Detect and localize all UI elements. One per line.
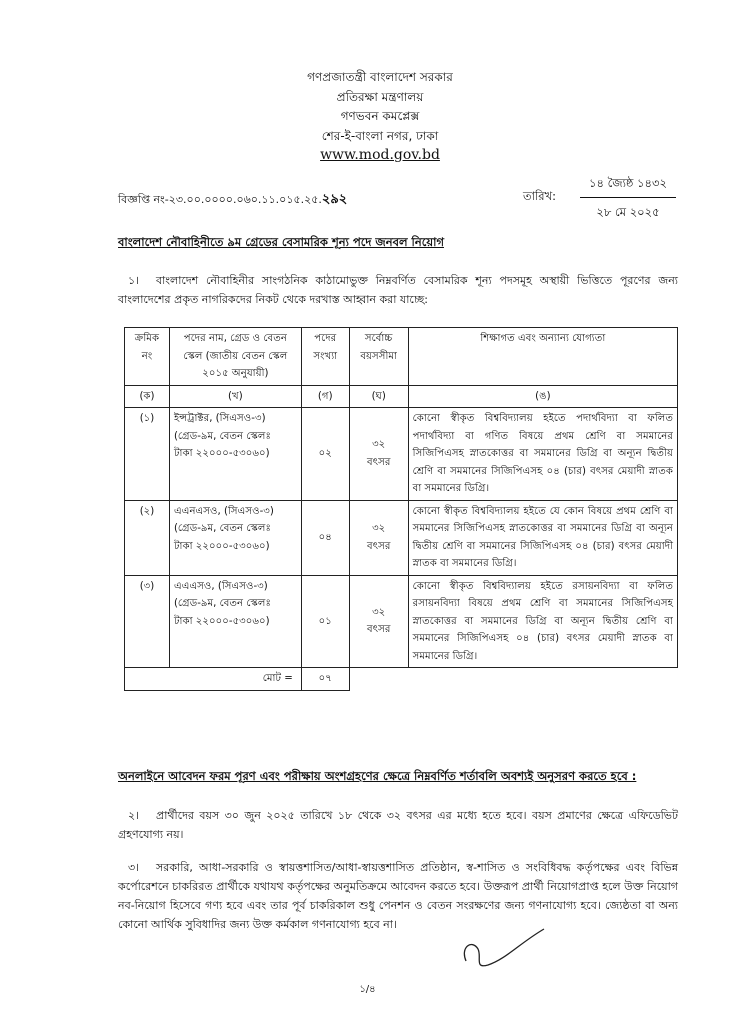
row-count: ০১ [301,575,349,668]
memo-prefix: বিজ্ঞপ্তি নং-২৩.০০.০০০০.০৬০.১১.০১৫.২৫. [118,193,322,206]
age-value: ৩২ [372,523,386,534]
row-serial: (২) [125,500,170,575]
table-row [125,408,678,501]
government-name: গণপ্রজাতন্ত্রী বাংলাদেশ সরকার [307,70,453,84]
age-unit: বৎসর [366,540,391,552]
post-grade: (গ্রেড-৯ম, বেতন স্কেলঃ [173,430,271,442]
ministry-name: প্রতিরক্ষা মন্ত্রণালয় [336,89,424,104]
total-value: ০৭ [301,668,349,691]
post-name: ইন্সট্রাক্টর, (সিএসও-৩) [173,413,266,424]
paragraph-3 [118,858,678,934]
col-label-c: (গ) [301,385,349,408]
header-serial: ক্রমিক নং [125,328,170,386]
date-gregorian: ২৮ মে ২০২৫ [596,205,660,219]
paragraph-2 [118,806,678,844]
row-age [349,575,408,668]
row-count: ০৪ [301,500,349,575]
table-row [125,500,678,575]
row-qualification: কোনো স্বীকৃত বিশ্ববিদ্যালয় হইতে পদার্থবিদ্যা বা ফলিত পদার্থবিদ্যা বা গণিত বিষয়ে প্রথম শ্রেণি বা সমমানের সিজিপিএসহ স্নাতকোত্তর বা সমমানের ডিগ্রি বা অন্যূন দ্বিতীয় শ্রেণি বা সমমানের সিজিপিএসহ ০৪ (চার) বৎসর মেয়াদী স্নাতক বা সমমানের ডিগ্রি। [408,408,677,501]
signature-mark [458,925,548,975]
paragraph-text: প্রার্থীদের বয়স ৩০ জুন ২০২৫ তারিখে ১৮ থেকে ৩২ বৎসর এর মধ্যে হতে হবে। বয়স প্রমাণের ক্ষেত্রে এফিডেভিট গ্রহণযোগ্য নয়। [118,809,678,841]
header-qualification: শিক্ষাগত এবং অন্যান্য যোগ্যতা [408,328,677,386]
header-age: সর্বোচ্চ বয়সসীমা [349,328,408,386]
post-grade: (গ্রেড-৯ম, বেতন স্কেলঃ [173,523,271,534]
row-serial: (১) [125,408,170,501]
col-label-b: (খ) [169,385,301,408]
header-post: পদের নাম, গ্রেড ও বেতন স্কেল (জাতীয় বেতন স্কেল ২০১৫ অনুযায়ী) [169,328,301,386]
website-link[interactable]: www.mod.gov.bd [320,147,440,163]
age-unit: বৎসর [366,624,391,636]
post-scale: টাকা ২২০০০-৫৩০৬০) [173,615,270,627]
date-label: তারিখ: [523,189,557,203]
row-serial: (৩) [125,575,170,668]
header-count: পদের সংখ্যা [301,328,349,386]
age-value: ৩২ [372,439,386,451]
col-label-a: (ক) [125,385,170,408]
vacancy-table [124,327,678,691]
row-post [169,408,301,501]
post-scale: টাকা ২২০০০-৫৩০৬০) [173,540,270,552]
post-scale: টাকা ২২০০০-৫৩০৬০) [173,448,270,459]
total-empty [349,668,408,691]
total-empty [408,668,677,691]
memo-serial: ২৯২ [321,192,348,207]
post-grade: (গ্রেড-৯ম, বেতন স্কেলঃ [173,598,271,609]
col-label-d: (ঘ) [349,385,408,408]
row-age [349,408,408,501]
row-age [349,500,408,575]
paragraph-number: ১। [128,274,140,287]
age-value: ৩২ [372,606,386,618]
table-label-row [125,385,678,408]
notice-title: বাংলাদেশ নৌবাহিনীতে ৯ম গ্রেডের বেসামরিক শূন্য পদে জনবল নিয়োগ [118,235,444,249]
paragraph-number: ২। [128,809,140,822]
table-header-row [125,328,678,386]
letterhead [190,68,570,166]
col-label-e: (ঙ) [408,385,677,408]
age-unit: বৎসর [366,456,391,468]
total-label: মোট = [125,668,302,691]
post-name: এএএসও, (সিএসও-৩) [173,580,268,592]
date-bangla: ১৪ জ্যৈষ্ঠ ১৪৩২ [580,175,676,198]
office-address: শের-ই-বাংলা নগর, ঢাকা [321,128,439,143]
row-count: ০২ [301,408,349,501]
paragraph-text: বাংলাদেশ নৌবাহিনীর সাংগঠনিক কাঠামোভুক্ত নিম্নবর্ণিত বেসামরিক শূন্য পদসমূহ অস্থায়ী ভিত্তিতে পূরণের জন্য বাংলাদেশের প্রকৃত নাগরিকদের নিকট থেকে দরখাস্ত আহ্বান করা যাচ্ছে: [118,274,678,306]
row-qualification: কোনো স্বীকৃত বিশ্ববিদ্যালয় হইতে রসায়নবিদ্যা বা ফলিত রসায়নবিদ্যা বিষয়ে প্রথম শ্রেণি বা সমমানের সিজিপিএসহ স্নাতকোত্তর বা সমমানের ডিগ্রি বা অন্যূন দ্বিতীয় শ্রেণি বা সমমানের সিজিপিএসহ ০৪ (চার) বৎসর মেয়াদী স্নাতক বা সমমানের ডিগ্রি। [408,575,677,668]
row-post [169,500,301,575]
paragraph-text: সরকারি, আধা-সরকারি ও স্বায়ত্তশাসিত/আধা-স্বায়ত্তশাসিত প্রতিষ্ঠান, স্ব-শাসিত ও সংবিধিবদ্ধ কর্তৃপক্ষের এবং বিভিন্ন কর্পোরেশনে চাকরিরত প্রার্থীকে যথাযথ কর্তৃপক্ষের অনুমতিক্রমে আবেদন করতে হবে। উক্তরূপ প্রার্থী নিয়োগপ্রাপ্ত হলে উক্ত নিয়োগ নব-নিয়োগ হিসেবে গণ্য হবে এবং তার পূর্ব চাকরিকাল শুধু পেনশন ও বেতন সংরক্ষণের জন্য গণনাযোগ্য হবে। জ্যেষ্ঠতা বা অন্য কোনো আর্থিক সুবিধাদির জন্য উক্ত কর্মকাল গণনাযোগ্য হবে না। [118,861,678,931]
office-name: গণভবন কমপ্লেক্স [340,109,420,123]
page-number: ১/৪ [359,984,376,995]
table-row [125,575,678,668]
row-qualification: কোনো স্বীকৃত বিশ্ববিদ্যালয় হইতে যে কোন বিষয়ে প্রথম শ্রেণি বা সমমানের সিজিপিএসহ স্নাতকোত্তর বা সমমানের ডিগ্রি বা অন্যূন দ্বিতীয় শ্রেণি বা সমমানের সিজিপিএসহ ০৪ (চার) বৎসর মেয়াদী স্নাতক বা সমমানের ডিগ্রি। [408,500,677,575]
memo-number [118,190,347,211]
table-total-row [125,668,678,691]
row-post [169,575,301,668]
paragraph-number: ৩। [128,861,140,874]
date-block [580,175,676,223]
post-name: এএনএসও, (সিএসও-৩) [173,505,274,517]
paragraph-1 [118,271,678,309]
conditions-heading: অনলাইনে আবেদন ফরম পূরণ এবং পরীক্ষায় অংশগ্রহণের ক্ষেত্রে নিম্নবর্ণিত শর্তাবলি অবশ্যই অনুসরণ করতে হবে : [118,769,637,783]
